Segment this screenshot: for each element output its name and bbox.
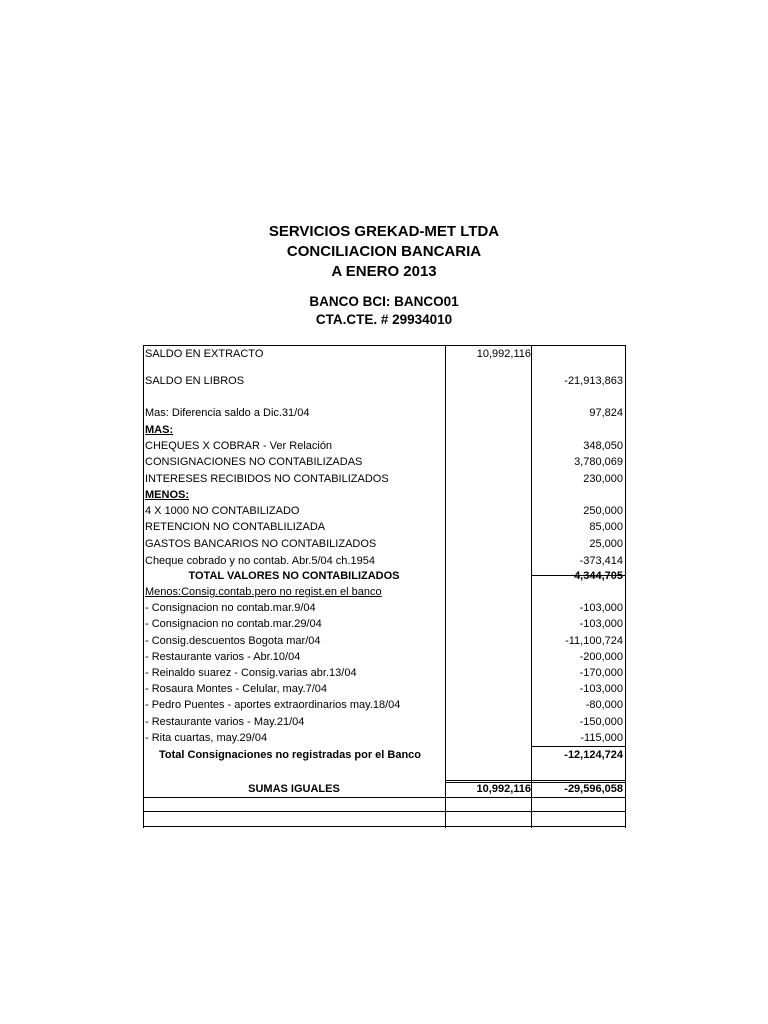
row-value: -170,000 bbox=[579, 667, 623, 679]
total-label: Total Consignaciones no registradas por el Banco bbox=[159, 749, 422, 761]
row-label: - Restaurante varios - May.21/04 bbox=[145, 716, 305, 728]
column-divider-1 bbox=[445, 345, 446, 828]
reconciliation-table bbox=[143, 345, 626, 828]
table-border-bottom bbox=[143, 826, 626, 827]
row-label: 4 X 1000 NO CONTABILIZADO bbox=[145, 505, 300, 517]
total-value: 4,344,705 bbox=[574, 570, 623, 582]
row-value: -103,000 bbox=[579, 618, 623, 630]
row-label: - Consig.descuentos Bogota mar/04 bbox=[145, 635, 321, 647]
company-name: SERVICIOS GREKAD-MET LTDA bbox=[268, 223, 500, 240]
report-title: CONCILIACION BANCARIA bbox=[286, 243, 482, 260]
row-label: CHEQUES X COBRAR - Ver Relación bbox=[145, 440, 333, 452]
total-label: TOTAL VALORES NO CONTABILIZADOS bbox=[188, 570, 400, 582]
row-value: 230,000 bbox=[583, 473, 623, 485]
report-period: A ENERO 2013 bbox=[331, 263, 437, 280]
table-border-right bbox=[625, 345, 626, 828]
section-heading-consig: Menos:Consig.contab.pero no regist.en el banco bbox=[145, 586, 382, 598]
sumas-label: SUMAS IGUALES bbox=[248, 783, 340, 795]
bank-name: BANCO BCI: BANCO01 bbox=[309, 294, 459, 309]
row-label: - Restaurante varios - Abr.10/04 bbox=[145, 651, 301, 663]
sumas-debit: 10,992,116 bbox=[476, 783, 531, 795]
row-label: - Rita cuartas, may.29/04 bbox=[145, 732, 268, 744]
total-value: -12,124,724 bbox=[564, 749, 623, 761]
section-heading-menos: MENOS: bbox=[145, 489, 189, 501]
row-label: RETENCION NO CONTABLILIZADA bbox=[145, 521, 326, 533]
row-label: CONSIGNACIONES NO CONTABILIZADAS bbox=[145, 456, 363, 468]
account-number: CTA.CTE. # 29934010 bbox=[315, 312, 453, 327]
row-value: 3,780,069 bbox=[574, 456, 623, 468]
column-divider-2 bbox=[531, 345, 532, 828]
row-value: 97,824 bbox=[589, 407, 623, 419]
row-rule bbox=[143, 811, 626, 812]
sumas-rule-bottom bbox=[143, 797, 626, 798]
sumas-credit: -29,596,058 bbox=[564, 783, 623, 795]
row-value: -373,414 bbox=[579, 555, 623, 567]
row-label: - Consignacion no contab.mar.29/04 bbox=[145, 618, 322, 630]
row-label: - Reinaldo suarez - Consig.varias abr.13/04 bbox=[145, 667, 357, 679]
row-label: SALDO EN LIBROS bbox=[145, 375, 245, 387]
row-value: -200,000 bbox=[579, 651, 623, 663]
row-value: -11,100,724 bbox=[565, 635, 623, 647]
table-border-left bbox=[143, 345, 144, 828]
subtotal-rule bbox=[531, 746, 626, 747]
row-value: -21,913,863 bbox=[564, 375, 623, 387]
row-value: 85,000 bbox=[589, 521, 623, 533]
row-value: 25,000 bbox=[589, 538, 623, 550]
row-label: - Rosaura Montes - Celular, may.7/04 bbox=[145, 683, 327, 695]
row-label: - Pedro Puentes - aportes extraordinarios may.18/04 bbox=[145, 699, 401, 711]
row-label: Mas: Diferencia saldo a Dic.31/04 bbox=[145, 407, 310, 419]
row-label: GASTOS BANCARIOS NO CONTABILIZADOS bbox=[145, 538, 377, 550]
sumas-rule-top bbox=[445, 780, 626, 781]
row-label: - Consignacion no contab.mar.9/04 bbox=[145, 602, 316, 614]
row-label: SALDO EN EXTRACTO bbox=[145, 348, 264, 360]
row-value: -80,000 bbox=[585, 699, 623, 711]
row-value: -115,000 bbox=[580, 732, 623, 744]
section-heading-mas: MAS: bbox=[145, 424, 174, 436]
row-value: 10,992,116 bbox=[476, 348, 531, 360]
row-label: Cheque cobrado y no contab. Abr.5/04 ch.1954 bbox=[145, 555, 375, 567]
row-value: 348,050 bbox=[583, 440, 623, 452]
row-value: -103,000 bbox=[579, 683, 623, 695]
table-border-top bbox=[143, 345, 626, 346]
row-value: -103,000 bbox=[579, 602, 623, 614]
row-label: INTERESES RECIBIDOS NO CONTABILIZADOS bbox=[145, 473, 389, 485]
row-value: -150,000 bbox=[579, 716, 623, 728]
row-value: 250,000 bbox=[583, 505, 623, 517]
